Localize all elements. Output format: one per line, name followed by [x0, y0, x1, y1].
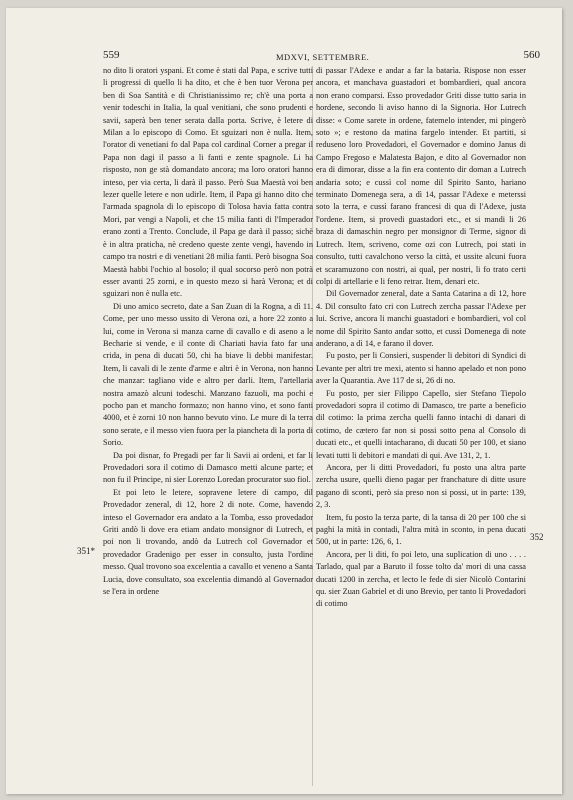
- paragraph: di passar l'Adexe e andar a far la batarìa. Rispose non esser ancora, et manchava guastadori et bombardieri, qual ancora non erano comparsi. Esso provedador Griti disse tutto saria in hordene, secondo li aviso hanno di la Signoria. Hor Lutrech disse: « Come sarete in ordene, fatemelo intender, mi pingerò soto »; e restono da matina fargelo intender. Et partiti, si reduseno loro Provedadori, el Governador e domino Janus di Campo Fregoso e Malatesta Bajon, e dito al Governador non era di dimorar, disse a la fin era contento dir doman a Lutrech andaria soto; e cussì col nome dil Spirito Santo, hariano terminato Domenega sera, a dì 14, passar l'Adexe e meterssi soto la terra, e cussì farano francesi di qua di l'Adexe, justa l'ordene. Item, si provedi guastadori etc., et si mandi li 26 braza di damaschin negro per monsignor di Terme, signor di Lutrech. Item, scriveno, come ozi con Lutrech, poi stati in consulto, tutti cavalchono verso la città, et ussite alcuni fuora et scaramuzono con nostri, ai qual, per nostri, li fo trato certi colpi di artellarie e li feno retrar. Item, denari etc.: [316, 66, 526, 286]
- paragraph: Ancora, per li diti, fo poi leto, una suplication di uno . . . . Tarlado, qual par a Baruto il fosse tolto da' mori di una cassa ducati 1200 in zercha, et lecto le fede di sier Nicolò Contarini qu. sier Zuan Gabriel et di uno Brevio, per tanto li Provedadori di cotimo: [316, 549, 526, 609]
- paragraph: Item, fu posto la terza parte, di la tansa di 20 per 100 che si paghi la mità in contadi, l'altra mità in sconto, in pena ducati 500, ut in parte: 126, 6, 1.: [316, 512, 526, 547]
- right-margin-mark: 352: [530, 532, 544, 542]
- book-page: [6, 8, 562, 794]
- left-text-column: [103, 65, 313, 598]
- left-page-number: 559: [103, 49, 120, 61]
- paragraph: Di uno amico secreto, date a San Zuan di la Rogna, a dì 11. Come, per uno messo ussito di Verona ozi, a hore 22 zonto a lui, come in Verona si manza carne di cavallo e di aseno a le Becharie si vende, e il conte di Chariati havia fato far una crida, in pena di ducati 50, chi ha biave li debbi manifestar. Item, li cavali di le zente d'arme e altri è in Verona, non hanno che manzar: tagliano vide e altro per darli. Item, l'artellaria nostra amazò alcuni todeschi. Manzano fazuoli, ma pochi e pocho pan et mancho formazo; non hanno vino, et sono fanti 4000, et è zorni 10 non hanno bevuto vino. Le mure di la terra sono serate, e il messo vien fuora per la piancheta di la porta di Sorio.: [103, 301, 313, 448]
- left-margin-mark: 351*: [77, 546, 95, 556]
- right-text-column: [316, 65, 526, 611]
- paragraph: Fu posto, per li Consieri, suspender li debitori di Syndici di Levante per altri tre mexi, atento si hanno apelado et non pono aver la Quarantia. Ave 117 de si, 26 di no.: [316, 351, 526, 386]
- right-page-number: 560: [523, 49, 540, 61]
- paragraph: Ancora, per li ditti Provedadori, fu posto una altra parte zercha usure, quelli dieno pagar per franchature di ditte usure pagano di sconti, però sia preso non si possi, ut in parte: 139, 2, 3.: [316, 463, 526, 510]
- paragraph: no dito li oratori yspani. Et come è stati dal Papa, e scrive tutti li progressi di quello li ha dito, et che è ben tuor Verona per ben di Soa Santità e di Christianissimo re; ch'è una porta a venir todeschi in Italia, la qual venitiani, che sono prudenti e savii, saperà ben tener serata dalla porta. Scrive, è letere di Milan a lo episcopo di Como. Et sguizari non è nulla. Item, l'orator di venetiani fo dal Papa col cardinal Corner a pregar il Papa non dagi il passo a li fanti e zente spagnole. Li ha risposto, non ge stà domandato ancora; ma loro oratori hanno inteso, per via certa, li darà il passo. Però Sua Maestà voi ben lezer quelle letere e non udirle. Item, il Papa gi hanno dito che l'armada spagnola di lo episcopo di Tolosa havia fatta contra Mori, par vengi a Napoli, et che 15 milia fanti di l'Imperador erano zonti a Trento. Conclude, il Papa ge darà il passo; sichè è in altra praticha, nè credeno queste zente vengi, havendo in campo tra nostri e di venetiani 28 milia fanti. Però bisogna Soa Maestà habbi l'ochio al bosolo; il qual socorso però non potrà esser avanti 25 zorni, e in questo mezo si harà Verona; et di sguizari non è nulla etc.: [103, 66, 313, 299]
- running-title: MDXVI, SETTEMBRE.: [276, 52, 370, 62]
- paragraph: Fu posto, per sier Filippo Capello, sier Stefano Tiepolo provedadori sopra il cotimo di Damasco, tre parte a beneficio dil cotimo: la prima zercha quelli fanno intachi di danari di cotimo, de cætero far non si possi sotto pena al Consolo di ducati etc., et quelli intacharano, di ducati 50 per 100, et siano levati tutti li debitori e mandati di qui. Ave 131, 2, 1.: [316, 388, 526, 460]
- paragraph: Da poi disnar, fo Pregadi per far li Savii ai ordeni, et far li Provedadori sora il cotimo di Damasco metti alcune parte; et non fu il Principe, ni sier Lorenzo Loredan procurator suo fiol.: [103, 450, 313, 485]
- paragraph: Dil Governador zeneral, date a Santa Catarina a dì 12, hore 4. Dil consulto fato cri con Lutrech zercha passar l'Adexe per lui. Scrive, ancora li manchi guastadori e bombardieri, vol col nome dil Spirito Santo andar sotto, et cussì Domenega di note anderano, a dì 14, e farano il dover.: [316, 289, 526, 348]
- paragraph: Et poi leto le letere, sopravene letere di campo, dil Provedador zeneral, di 12, hore 2 di note. Come, havendo inteso el Governador era andato a la Tomba, esso provedador Griti andò li dove era etiam andato monsignor di Lutrech, et poi non li trovando, andò da Lutrech col Governador et provedador Gradenigo per esser in consulto, justa l'ordine messo. Qual trovono soa excelentia a cavallo et veneno a Santa Lucia, dove consultato, soa excelentia dimandò al Governador se l'era in ordene: [103, 487, 313, 597]
